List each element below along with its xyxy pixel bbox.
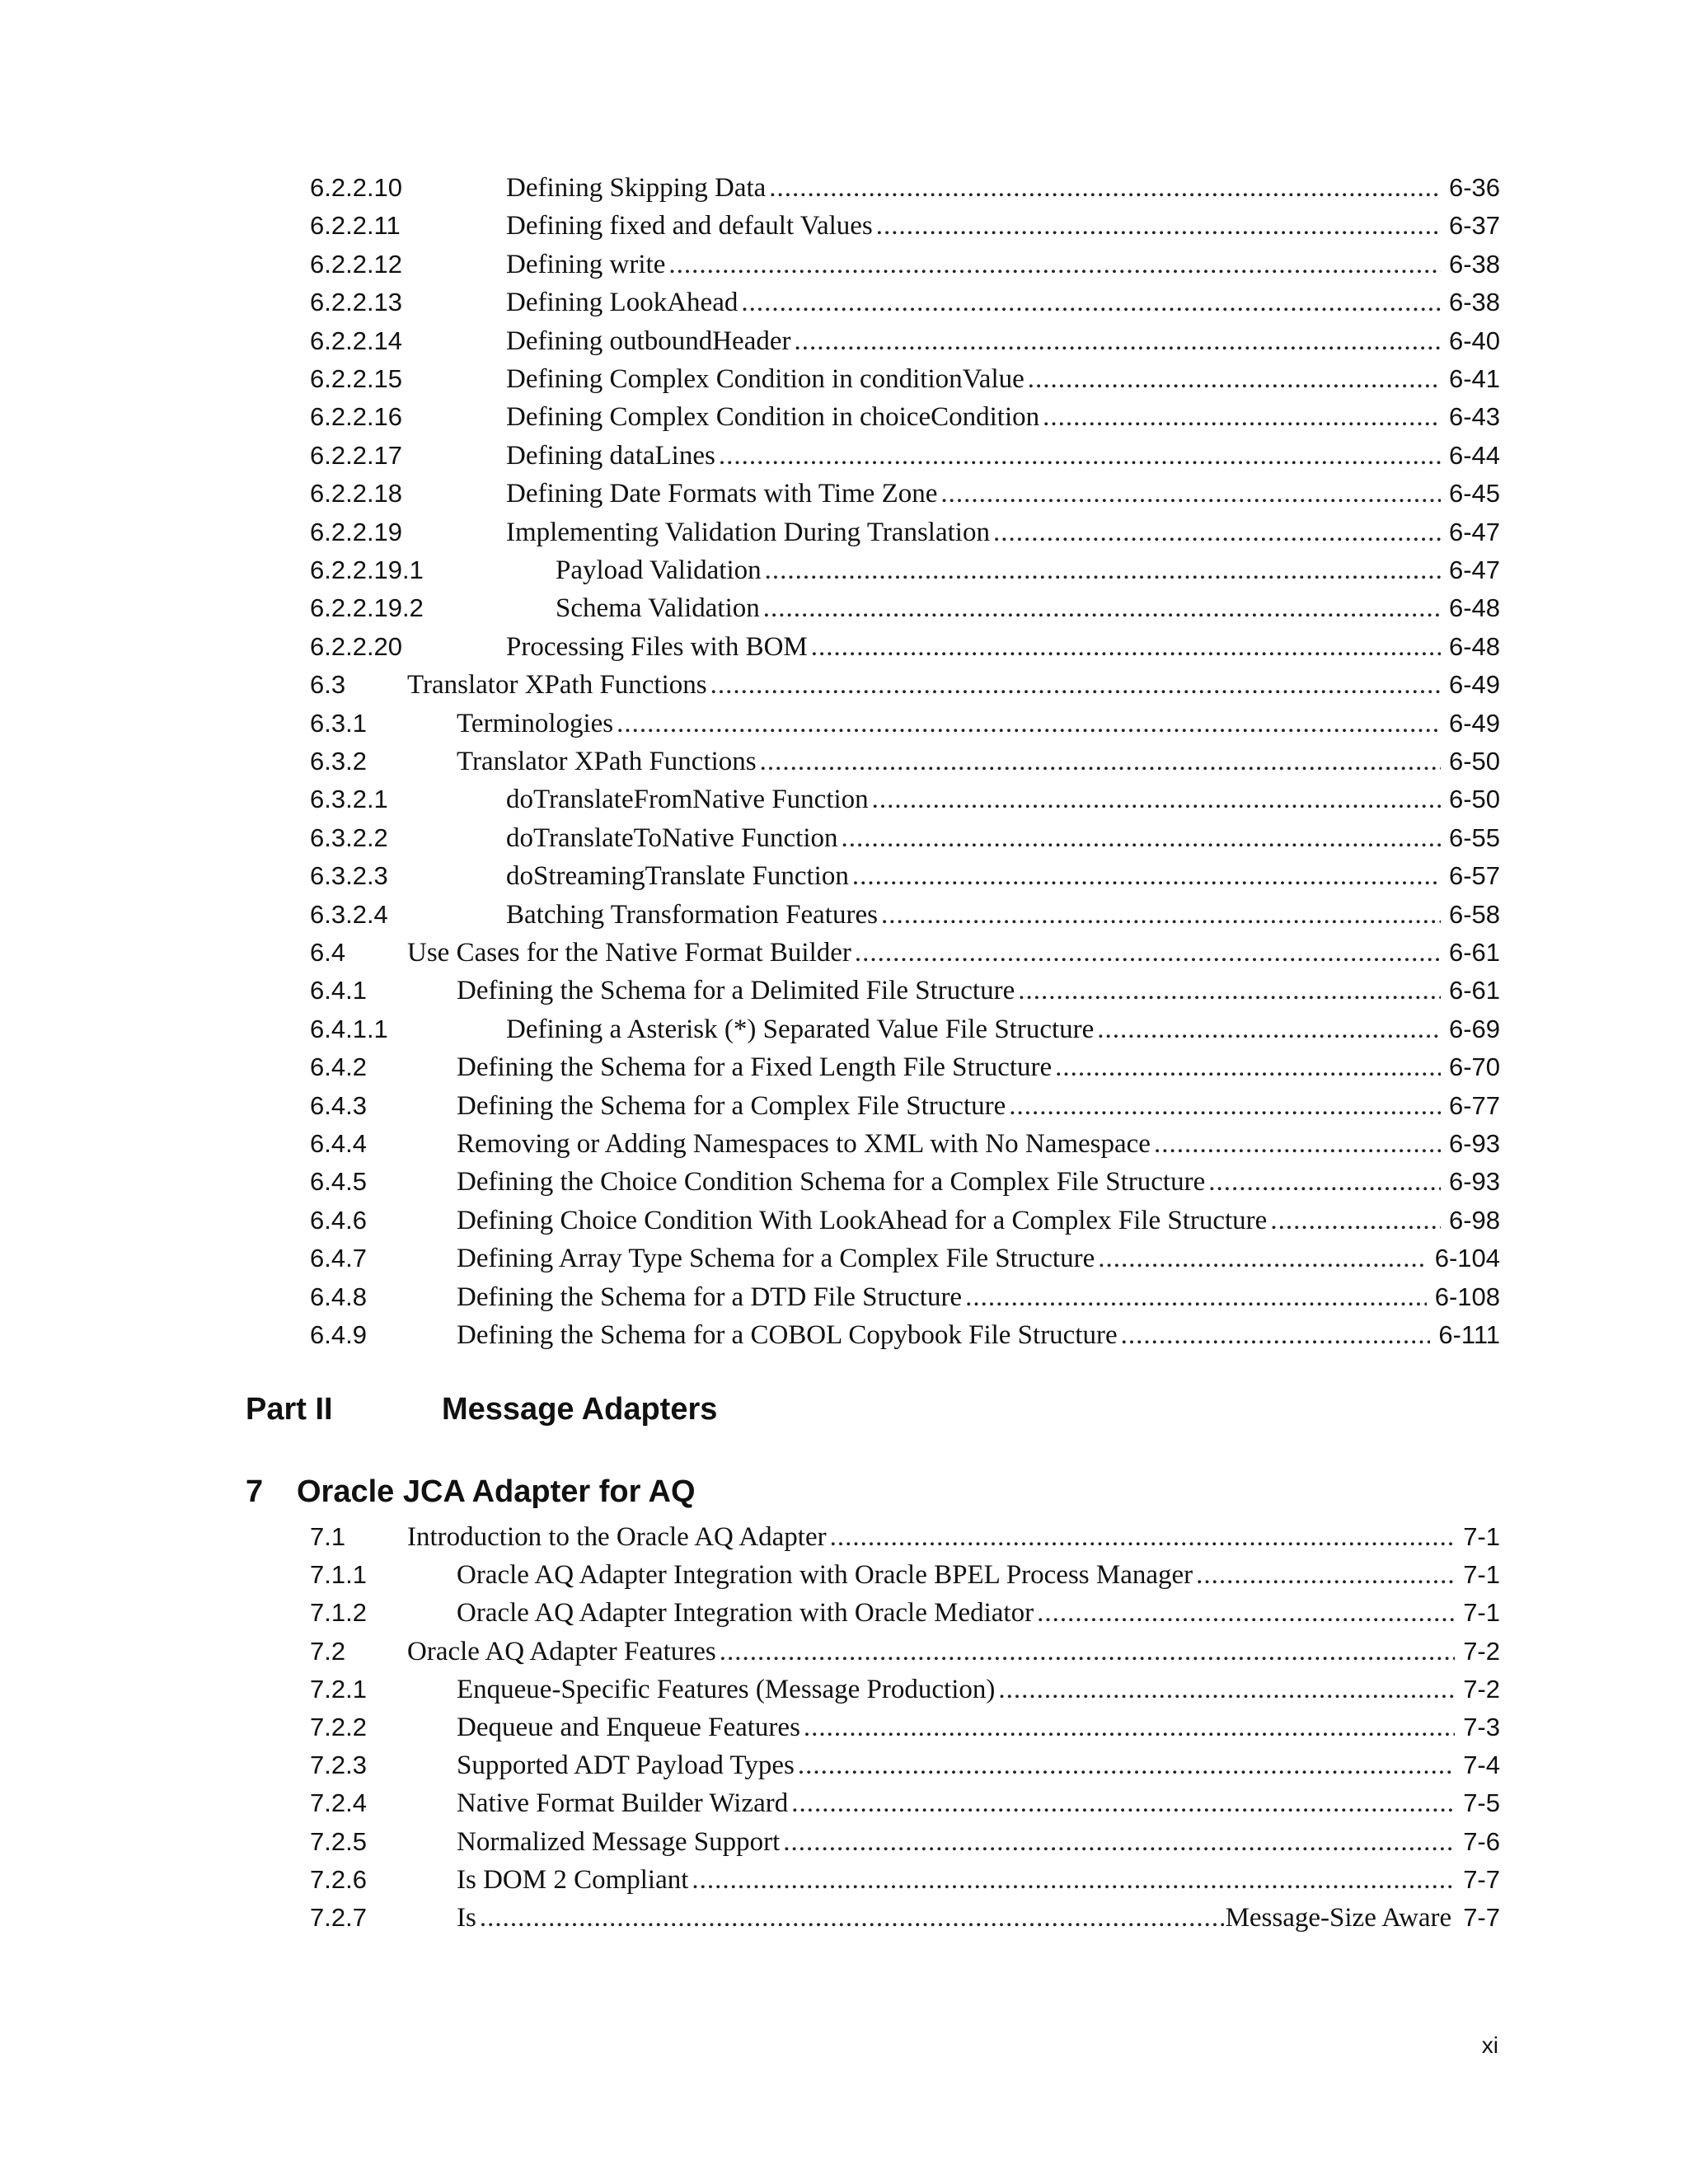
toc-entry[interactable]	[310, 553, 1500, 588]
dot-leader	[1196, 1558, 1455, 1592]
toc-entry-number: 6.2.2.17	[310, 440, 403, 470]
toc-entry-line	[457, 1672, 1500, 1707]
toc-entry-number: 6.3.2	[310, 747, 367, 776]
toc-entry-number: 6.2.2.12	[310, 249, 403, 279]
toc-entry-line	[457, 1900, 1500, 1935]
dot-leader	[760, 744, 1441, 779]
toc-entry-number: 6.3.1	[310, 708, 367, 738]
toc-entry-number: 6.4.6	[310, 1205, 367, 1235]
toc-entry-title[interactable]: Schema Validation	[556, 593, 760, 624]
toc-entry-title-trailing: Message-Size Aware	[1225, 1903, 1452, 1933]
toc-entry-number: 6.4.1	[310, 976, 367, 1005]
toc-entry-page[interactable]: 6-93	[1448, 1129, 1500, 1158]
toc-entry-number: 6.2.2.13	[310, 288, 403, 317]
toc-entry-line	[457, 1241, 1500, 1276]
toc-entry[interactable]	[310, 744, 1500, 779]
toc-entry-title[interactable]: Defining fixed and default Values	[506, 211, 873, 241]
toc-entry-title[interactable]: Defining Complex Condition in choiceCondition	[506, 402, 1040, 433]
toc-entry[interactable]	[310, 1710, 1500, 1745]
toc-entry-title[interactable]: Payload Validation	[556, 555, 762, 585]
toc-entry-number: 7.2	[310, 1636, 346, 1666]
toc-entry-title[interactable]: Oracle AQ Adapter Integration with Oracle BPEL Process Manager	[457, 1560, 1193, 1591]
toc-entry[interactable]	[310, 591, 1500, 626]
chapter-title: Oracle JCA Adapter for AQ	[297, 1474, 696, 1509]
toc-entry-line	[506, 821, 1500, 855]
toc-entry-number: 6.4	[310, 938, 346, 967]
toc-entry[interactable]	[310, 285, 1500, 320]
toc-entry[interactable]	[310, 782, 1500, 817]
toc-entry-number: 6.4.1.1	[310, 1014, 388, 1043]
toc-entry-title[interactable]: Defining the Schema for a DTD File Structure	[457, 1282, 963, 1312]
toc-entry-number: 6.3.2.3	[310, 861, 388, 891]
toc-entry[interactable]	[310, 859, 1500, 893]
toc-entry-page[interactable]: 7-6	[1463, 1826, 1500, 1856]
toc-entry[interactable]	[310, 1634, 1500, 1669]
toc-entry[interactable]	[310, 821, 1500, 855]
toc-entry[interactable]	[310, 1863, 1500, 1897]
toc-entry-page[interactable]: 6-98	[1448, 1205, 1500, 1235]
toc-entry-line	[457, 1280, 1500, 1315]
toc-entry-line	[457, 1165, 1500, 1199]
toc-entry-number: 6.2.2.14	[310, 326, 403, 355]
dot-leader	[881, 898, 1441, 932]
toc-entry[interactable]	[310, 1203, 1500, 1238]
toc-entry-title[interactable]: Processing Files with BOM	[506, 631, 808, 662]
toc-entry-line	[407, 1634, 1500, 1669]
toc-entry[interactable]	[310, 1050, 1500, 1085]
toc-entry-page[interactable]: 6-108	[1434, 1282, 1500, 1311]
toc-entry[interactable]	[310, 1558, 1500, 1592]
toc-entry[interactable]	[310, 1786, 1500, 1821]
toc-entry-title[interactable]: Defining Date Formats with Time Zone	[506, 479, 938, 509]
toc-entry-line	[457, 1786, 1500, 1821]
toc-entry-number: 7.2.4	[310, 1788, 367, 1818]
dot-leader	[998, 1672, 1455, 1707]
toc-entry-title[interactable]: Defining outboundHeader	[506, 326, 791, 356]
toc-entry-number: 6.4.4	[310, 1129, 367, 1158]
toc-entry[interactable]	[310, 1127, 1500, 1161]
toc-entry-page[interactable]: 6-45	[1448, 479, 1500, 509]
toc-entry-line	[506, 209, 1500, 243]
toc-entry-title[interactable]: Defining the Schema for a Complex File Structure	[457, 1090, 1006, 1121]
toc-entry-page[interactable]: 7-1	[1463, 1560, 1500, 1590]
toc-entry-number: 7.2.6	[310, 1864, 367, 1894]
toc-entry[interactable]	[310, 898, 1500, 932]
toc-entry-number: 7.1	[310, 1522, 346, 1551]
toc-entry-page[interactable]: 6-61	[1448, 938, 1500, 967]
dot-leader	[1121, 1318, 1431, 1352]
toc-entry[interactable]	[310, 438, 1500, 473]
toc-entry-number: 7.1.2	[310, 1598, 367, 1628]
toc-entry[interactable]	[310, 1596, 1500, 1630]
toc-entry[interactable]	[310, 1520, 1500, 1554]
dot-leader	[940, 476, 1441, 511]
toc-entry-page[interactable]: 6-41	[1448, 364, 1500, 393]
dot-leader	[1009, 1089, 1441, 1123]
toc-entry-page[interactable]: 7-1	[1463, 1522, 1500, 1551]
toc-entry-title[interactable]: Defining Array Type Schema for a Complex File Structure	[457, 1244, 1095, 1274]
toc-entry-number: 6.2.2.10	[310, 173, 403, 202]
dot-leader	[965, 1280, 1427, 1315]
toc-entry-title[interactable]: doTranslateFromNative Function	[506, 785, 869, 815]
toc-entry[interactable]	[310, 1012, 1500, 1047]
toc-entry-line	[506, 400, 1500, 434]
toc-entry-line	[556, 591, 1500, 626]
toc-entry-number: 6.2.2.19.1	[310, 555, 424, 584]
toc-entry-title[interactable]: Terminologies	[457, 708, 614, 738]
dot-leader	[765, 553, 1441, 588]
toc-entry-line	[457, 1318, 1500, 1352]
toc-entry-page[interactable]: 6-36	[1448, 173, 1500, 202]
toc-entry-title[interactable]: doStreamingTranslate Function	[506, 861, 849, 892]
toc-entry-title[interactable]: Defining the Schema for a COBOL Copybook File Structure	[457, 1320, 1118, 1350]
toc-entry-page[interactable]: 6-70	[1448, 1052, 1500, 1082]
toc-entry-page[interactable]: 6-40	[1448, 326, 1500, 355]
toc-entry-title[interactable]: Is DOM 2 Compliant	[457, 1864, 689, 1895]
toc-entry-number: 6.3	[310, 670, 346, 700]
toc-entry-line	[506, 476, 1500, 511]
toc-entry-line	[506, 285, 1500, 320]
toc-entry-line	[457, 1863, 1500, 1897]
toc-entry-number: 6.4.3	[310, 1090, 367, 1120]
toc-entry[interactable]	[310, 1318, 1500, 1352]
toc-entry-title[interactable]: Defining Skipping Data	[506, 173, 767, 203]
toc-entry-title[interactable]: Native Format Builder Wizard	[457, 1788, 789, 1819]
toc-entry-line	[506, 324, 1500, 359]
toc-entry-page[interactable]: 6-38	[1448, 288, 1500, 317]
dot-leader	[830, 1520, 1456, 1554]
toc-entry-number: 6.2.2.19	[310, 517, 403, 546]
toc-entry-title[interactable]: Oracle AQ Adapter Integration with Oracle Mediator	[457, 1598, 1034, 1629]
dot-leader	[719, 438, 1441, 473]
toc-entry-line	[457, 1203, 1500, 1238]
toc-entry-page[interactable]: 7-5	[1463, 1788, 1500, 1818]
dot-leader	[798, 1748, 1455, 1783]
toc-entry-line	[556, 553, 1500, 588]
dot-leader	[791, 1786, 1455, 1821]
toc-entry[interactable]	[310, 324, 1500, 359]
toc-entry-page[interactable]: 7-7	[1463, 1864, 1500, 1894]
toc-entry-title[interactable]: Defining write	[506, 249, 666, 279]
dot-leader	[710, 668, 1441, 702]
toc-entry-title[interactable]: doTranslateToNative Function	[506, 823, 838, 853]
toc-entry-number: 6.2.2.16	[310, 402, 403, 432]
toc-entry-number: 6.2.2.11	[310, 211, 401, 241]
dot-leader	[1037, 1596, 1455, 1630]
toc-entry-title[interactable]: Translator XPath Functions	[407, 670, 707, 701]
toc-entry-page[interactable]: 7-2	[1463, 1674, 1500, 1704]
toc-entry-title[interactable]: Normalized Message Support	[457, 1826, 781, 1857]
toc-entry-title[interactable]: Use Cases for the Native Format Builder	[407, 938, 851, 968]
dot-leader	[480, 1900, 1224, 1935]
dot-leader	[1043, 400, 1441, 434]
toc-entry-number: 7.2.5	[310, 1826, 367, 1856]
toc-entry-title[interactable]: Dequeue and Enqueue Features	[457, 1713, 800, 1742]
toc-entry-page[interactable]: 6-38	[1448, 249, 1500, 279]
toc-entry[interactable]	[310, 706, 1500, 741]
toc-entry-number: 6.4.9	[310, 1320, 367, 1349]
toc-entry-line	[407, 1520, 1500, 1554]
toc-entry-number: 6.2.2.19.2	[310, 593, 424, 623]
dot-leader	[769, 171, 1441, 205]
toc-entry-page[interactable]: 6-57	[1448, 861, 1500, 891]
dot-leader	[1154, 1127, 1441, 1161]
toc-entry-line	[506, 859, 1500, 893]
dot-leader	[1270, 1203, 1441, 1238]
toc-entry-line	[457, 1050, 1500, 1085]
dot-leader	[741, 285, 1441, 320]
toc-entry-page[interactable]: 6-77	[1448, 1090, 1500, 1120]
toc-entry-page[interactable]: 7-3	[1463, 1713, 1500, 1741]
toc-entry-line	[506, 515, 1500, 550]
toc-entry-number: 7.2.1	[310, 1674, 367, 1704]
toc-entry-title[interactable]: Enqueue-Specific Features (Message Production)	[457, 1674, 996, 1704]
toc-entry-page[interactable]: 6-61	[1448, 976, 1500, 1005]
dot-leader	[1018, 973, 1441, 1008]
toc-entry-line	[457, 1710, 1500, 1745]
toc-entry-line	[506, 362, 1500, 396]
toc-entry-number: 6.4.7	[310, 1244, 367, 1273]
toc-entry-page[interactable]: 7-1	[1463, 1598, 1500, 1628]
dot-leader	[795, 324, 1441, 359]
toc-entry-page[interactable]: 6-48	[1448, 631, 1500, 661]
toc-entry-page[interactable]: 6-93	[1448, 1167, 1500, 1197]
toc-entry-title[interactable]: Translator XPath Functions	[457, 747, 757, 776]
dot-leader	[811, 630, 1441, 664]
toc-entry-line	[506, 438, 1500, 473]
toc-entry-page[interactable]: 6-49	[1448, 670, 1500, 700]
toc-entry-title[interactable]: Oracle AQ Adapter Features	[407, 1636, 716, 1666]
toc-entry-number: 6.4.2	[310, 1052, 367, 1082]
toc-entry-page[interactable]: 6-111	[1438, 1320, 1500, 1349]
toc-entry[interactable]	[310, 171, 1500, 205]
toc-entry-number: 6.3.2.1	[310, 785, 388, 814]
toc-entry[interactable]	[310, 1089, 1500, 1123]
toc-entry-line	[457, 1558, 1500, 1592]
dot-leader	[872, 782, 1441, 817]
toc-entry-line	[506, 1012, 1500, 1047]
toc-entry[interactable]	[310, 1825, 1500, 1859]
toc-entry-title[interactable]: Is	[457, 1903, 476, 1933]
dot-leader	[720, 1634, 1455, 1669]
toc-entry-number: 6.3.2.4	[310, 899, 388, 929]
toc-entry-line	[457, 1089, 1500, 1123]
toc-entry-title[interactable]: Defining dataLines	[506, 440, 715, 471]
toc-entry-number: 7.2.3	[310, 1750, 367, 1780]
toc-entry-title[interactable]: Defining Complex Condition in conditionValue	[506, 364, 1025, 394]
toc-entry-number: 6.2.2.15	[310, 364, 403, 393]
toc-entry-title[interactable]: Batching Transformation Features	[506, 899, 878, 930]
toc-entry[interactable]	[310, 400, 1500, 434]
toc-entry[interactable]	[310, 515, 1500, 550]
dot-leader	[804, 1710, 1455, 1745]
toc-entry-line	[457, 1748, 1500, 1783]
toc-entry-page[interactable]: 6-37	[1448, 211, 1500, 241]
toc-entry-line	[457, 973, 1500, 1008]
toc-entry-title[interactable]: Defining the Schema for a Delimited File Structure	[457, 976, 1015, 1006]
toc-entry-line	[506, 247, 1500, 282]
dot-leader	[855, 935, 1441, 970]
dot-leader	[763, 591, 1441, 626]
dot-leader	[1208, 1165, 1441, 1199]
toc-entry-number: 7.2.7	[310, 1903, 367, 1932]
toc-entry-page[interactable]: 6-44	[1448, 440, 1500, 470]
toc-entry-number: 6.2.2.18	[310, 479, 403, 509]
toc-entry-page[interactable]: 6-104	[1434, 1244, 1500, 1273]
dot-leader	[617, 706, 1441, 741]
toc-entry[interactable]	[310, 935, 1500, 970]
toc-entry-page[interactable]: 6-48	[1448, 593, 1500, 623]
toc-entry-title[interactable]: Defining a Asterisk (*) Separated Value File Structure	[506, 1014, 1095, 1044]
toc-entry-title[interactable]: Supported ADT Payload Types	[457, 1750, 795, 1781]
toc-entry-line	[506, 782, 1500, 817]
toc-entry[interactable]	[310, 247, 1500, 282]
toc-entry[interactable]	[310, 1900, 1500, 1935]
part-label: Part II	[246, 1392, 333, 1427]
toc-entry[interactable]	[310, 1748, 1500, 1783]
toc-entry[interactable]	[310, 209, 1500, 243]
toc-entry-page[interactable]: 6-50	[1448, 747, 1500, 776]
toc-entry-page[interactable]: 6-50	[1448, 785, 1500, 814]
toc-entry-page[interactable]: 6-47	[1448, 517, 1500, 546]
toc-entry-title[interactable]: Defining the Schema for a Fixed Length File Structure	[457, 1052, 1053, 1083]
toc-entry-page[interactable]: 6-49	[1448, 708, 1500, 738]
toc-entry-line	[457, 1825, 1500, 1859]
part-title: Message Adapters	[442, 1392, 718, 1427]
toc-entry-page[interactable]: 6-69	[1448, 1014, 1500, 1043]
toc-entry[interactable]	[310, 362, 1500, 396]
toc-entry-number: 6.2.2.20	[310, 631, 403, 661]
toc-entry-title[interactable]: Removing or Adding Namespaces to XML with No Namespace	[457, 1129, 1151, 1159]
toc-entry-number: 6.3.2.2	[310, 823, 388, 852]
toc-entry[interactable]	[310, 973, 1500, 1008]
toc-entry-line	[506, 898, 1500, 932]
dot-leader	[842, 821, 1441, 855]
dot-leader	[1028, 362, 1441, 396]
dot-leader	[1055, 1050, 1441, 1085]
page-number-footer: xi	[1481, 2032, 1498, 2058]
toc-entry-number: 6.4.5	[310, 1167, 367, 1197]
toc-entry-title[interactable]: Defining the Choice Condition Schema for a Complex File Structure	[457, 1167, 1206, 1197]
toc-entry-page[interactable]: 6-55	[1448, 823, 1500, 852]
toc-entry-line	[407, 935, 1500, 970]
toc-entry-line	[457, 1596, 1500, 1630]
dot-leader	[876, 209, 1441, 243]
toc-entry[interactable]	[310, 476, 1500, 511]
toc-entry-number: 6.4.8	[310, 1282, 367, 1311]
toc-entry-title[interactable]: Defining Choice Condition With LookAhead for a Complex File Structure	[457, 1205, 1268, 1235]
toc-entry-number: 7.1.1	[310, 1560, 367, 1590]
toc-entry-number: 7.2.2	[310, 1713, 367, 1741]
toc-entry[interactable]	[310, 668, 1500, 702]
toc-entry-line	[457, 706, 1500, 741]
toc-entry[interactable]	[310, 630, 1500, 664]
toc-entry[interactable]	[310, 1280, 1500, 1315]
dot-leader	[668, 247, 1441, 282]
dot-leader	[993, 515, 1441, 550]
toc-entry[interactable]	[310, 1672, 1500, 1707]
dot-leader	[692, 1863, 1455, 1897]
toc-entry-page[interactable]: 7-7	[1463, 1903, 1500, 1932]
toc-entry-title[interactable]: Defining LookAhead	[506, 288, 738, 318]
toc-entry-page[interactable]: 7-4	[1463, 1750, 1500, 1780]
toc-entry-line	[506, 630, 1500, 664]
dot-leader	[852, 859, 1441, 893]
toc-entry-line	[506, 171, 1500, 205]
dot-leader	[1098, 1241, 1426, 1276]
toc-entry-line	[407, 668, 1500, 702]
dot-leader	[783, 1825, 1455, 1859]
toc-entry[interactable]	[310, 1241, 1500, 1276]
toc-entry-page[interactable]: 6-43	[1448, 402, 1500, 432]
toc-entry[interactable]	[310, 1165, 1500, 1199]
toc-entry-title[interactable]: Introduction to the Oracle AQ Adapter	[407, 1522, 827, 1552]
toc-entry-line	[457, 1127, 1500, 1161]
toc-entry-line	[457, 744, 1500, 779]
toc-entry-page[interactable]: 7-2	[1463, 1636, 1500, 1666]
dot-leader	[1097, 1012, 1441, 1047]
chapter-number: 7	[246, 1474, 264, 1509]
toc-entry-title[interactable]: Implementing Validation During Translation	[506, 517, 990, 547]
toc-entry-page[interactable]: 6-47	[1448, 555, 1500, 584]
toc-entry-page[interactable]: 6-58	[1448, 899, 1500, 929]
